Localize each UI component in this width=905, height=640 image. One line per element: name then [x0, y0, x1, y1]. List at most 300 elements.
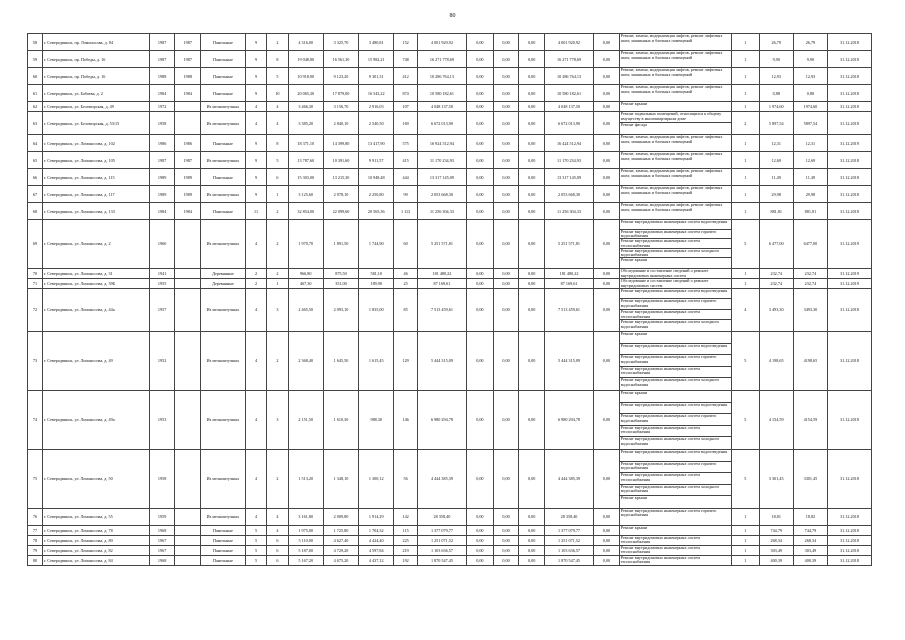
- premises-area-cell: 1 725,80: [323, 525, 358, 535]
- table-row: [28, 331, 872, 390]
- residential-area-cell: 1 835,00: [359, 288, 394, 331]
- work-types-cell: [619, 525, 731, 535]
- regional-funds-cell: 0,00: [493, 51, 519, 68]
- total-cost-cell: 1 870 547,45: [417, 555, 466, 565]
- federal-funds-cell: 0,00: [467, 51, 494, 68]
- regional-funds-cell: 0,00: [493, 288, 519, 331]
- residents-cell: 152: [394, 34, 418, 51]
- work-type-item: Ремонт внутридомовых инженерных систем горячего водоснабжения: [620, 299, 731, 310]
- total-area-cell: 5 187,00: [288, 545, 323, 555]
- entrances-cell: 2: [267, 220, 288, 269]
- residents-cell: 874: [394, 85, 418, 102]
- work-count-cell: 2: [731, 112, 759, 135]
- work-types-cell: [619, 288, 731, 331]
- work-type-item: Ремонт крыши: [620, 102, 648, 106]
- work-count-cell: 1: [731, 555, 759, 565]
- table-row: [28, 102, 872, 112]
- commission-year-cell: 1989: [175, 186, 201, 203]
- total-area-cell: 2 151,50: [288, 390, 323, 449]
- entrances-cell: 6: [267, 555, 288, 565]
- regional-funds-cell: 0,00: [493, 535, 519, 545]
- table-row: [28, 268, 872, 278]
- work-type-item: Ремонт внутридомовых инженерных систем холодного водоснабжения: [620, 320, 720, 330]
- owner-funds-cell: 4 444 385,39: [544, 449, 593, 508]
- federal-funds-cell: 0,00: [467, 85, 494, 102]
- address-cell: г. Северодвинск, ул. Ломоносова, д. 80: [42, 535, 149, 545]
- regional-funds-cell: 0,00: [493, 555, 519, 565]
- work-count-cell: 1: [731, 51, 759, 68]
- premises-area-cell: 2 840,10: [323, 112, 358, 135]
- address-cell: г. Северодвинск, ул. Бабаева, д. 2: [42, 85, 149, 102]
- federal-funds-cell: 0,00: [467, 449, 494, 508]
- work-type-item: Ремонт, замена, модернизация лифтов, ремонт лифтовых шахт, машинных и блочных помещений: [620, 51, 723, 60]
- owner-funds-cell: 11 256 304,33: [544, 203, 593, 220]
- max-unit-cost-cell: 268,34: [793, 535, 827, 545]
- deadline-cell: 31.12.2018: [828, 51, 872, 68]
- commission-year-cell: 1987: [175, 34, 201, 51]
- commission-year-cell: 1987: [175, 152, 201, 169]
- row-number-cell: 80: [28, 555, 43, 565]
- max-unit-cost-cell: 26,79: [793, 34, 827, 51]
- address-cell: г. Северодвинск, ул. Ломоносова, д. 82: [42, 545, 149, 555]
- address-cell: г. Северодвинск, ул. Ломоносова, д. 49а: [42, 390, 149, 449]
- table-row: [28, 390, 872, 449]
- wall-material-cell: Панельные: [201, 555, 246, 565]
- work-types-cell: [619, 545, 731, 555]
- residents-cell: 99: [394, 186, 418, 203]
- row-number-cell: 78: [28, 535, 43, 545]
- deadline-cell: 31.12.2019: [828, 268, 872, 278]
- unit-cost-cell: 6 477,00: [759, 220, 793, 269]
- residents-cell: 1 113: [394, 203, 418, 220]
- table-row: [28, 112, 872, 135]
- entrances-cell: 3: [267, 390, 288, 449]
- regional-funds-cell: 0,00: [493, 268, 519, 278]
- residential-area-cell: 1 914,29: [359, 508, 394, 525]
- federal-funds-cell: 0,00: [467, 390, 494, 449]
- total-area-cell: 15 303,00: [288, 169, 323, 186]
- work-type-item: Ремонт, замена, модернизация лифтов, ремонт лифтовых шахт, машинных и блочных помещений: [620, 68, 723, 77]
- work-count-cell: 1: [731, 535, 759, 545]
- unit-cost-cell: 5 897,54: [759, 112, 793, 135]
- work-type-item: Ремонт внутридомовых инженерных систем водоотведения: [620, 450, 731, 462]
- owner-funds-cell: 1 103 636,57: [544, 545, 593, 555]
- row-number-cell: 58: [28, 34, 43, 51]
- total-cost-cell: 11 256 304,33: [417, 203, 466, 220]
- other-funds-cell: 0,00: [594, 112, 620, 135]
- other-funds-cell: 0,00: [594, 449, 620, 508]
- work-count-cell: 5: [731, 220, 759, 269]
- owner-funds-cell: 1 251 071,52: [544, 535, 593, 545]
- federal-funds-cell: 0,00: [467, 525, 494, 535]
- other-funds-cell: 0,00: [594, 135, 620, 152]
- address-cell: г. Северодвинск, ул. Ломоносова, д. 39Б: [42, 278, 149, 288]
- floors-cell: 4: [245, 220, 266, 269]
- other-funds-cell: 0,00: [594, 186, 620, 203]
- work-count-cell: 1: [731, 508, 759, 525]
- build-year-cell: 1972: [149, 102, 175, 112]
- unit-cost-cell: 9,90: [759, 51, 793, 68]
- residents-cell: 412: [394, 68, 418, 85]
- commission-year-cell: [175, 525, 201, 535]
- commission-year-cell: 1989: [175, 169, 201, 186]
- municipal-funds-cell: 0,00: [519, 85, 545, 102]
- table-body: [28, 34, 872, 566]
- residential-area-cell: 10 948,48: [359, 169, 394, 186]
- premises-area-cell: 17 879,00: [323, 85, 358, 102]
- unit-cost-cell: 268,34: [759, 535, 793, 545]
- row-number-cell: 63: [28, 112, 43, 135]
- work-type-item: Ремонт внутридомовых инженерных систем водоотведения: [620, 344, 731, 356]
- total-cost-cell: 10 580 182,61: [417, 85, 466, 102]
- total-cost-cell: 16 924 512,94: [417, 135, 466, 152]
- other-funds-cell: 0,00: [594, 268, 620, 278]
- total-cost-cell: 181 480,22: [417, 268, 466, 278]
- owner-funds-cell: 181 480,22: [544, 268, 593, 278]
- max-unit-cost-cell: 12,93: [793, 68, 827, 85]
- other-funds-cell: 0,00: [594, 220, 620, 269]
- municipal-funds-cell: 0,00: [519, 186, 545, 203]
- work-count-cell: 1: [731, 278, 759, 288]
- table-row: [28, 555, 872, 565]
- wall-material-cell: Деревянные: [201, 268, 246, 278]
- commission-year-cell: [175, 112, 201, 135]
- wall-material-cell: Из мелкоштучных: [201, 508, 246, 525]
- work-type-item: Ремонт внутридомовых инженерных систем водоотведения: [620, 403, 731, 415]
- wall-material-cell: Из мелкоштучных: [201, 112, 246, 135]
- total-area-cell: 3 385,20: [288, 112, 323, 135]
- residential-area-cell: 20 565,36: [359, 203, 394, 220]
- wall-material-cell: Панельные: [201, 135, 246, 152]
- owner-funds-cell: 16 424 512,94: [544, 135, 593, 152]
- regional-funds-cell: 0,00: [493, 186, 519, 203]
- total-area-cell: 5 110,00: [288, 535, 323, 545]
- unit-cost-cell: 18,81: [759, 508, 793, 525]
- residents-cell: 60: [394, 220, 418, 269]
- work-types-cell: [619, 508, 731, 525]
- build-year-cell: 1968: [149, 555, 175, 565]
- regional-funds-cell: 0,00: [493, 203, 519, 220]
- floors-cell: 4: [245, 331, 266, 390]
- owner-funds-cell: 16 271 778,69: [544, 51, 593, 68]
- entrances-cell: 1: [267, 278, 288, 288]
- table-row: [28, 51, 872, 68]
- work-type-item: Обследование и составление сведений о ремонте внутридомовых систем: [620, 278, 709, 288]
- commission-year-cell: [175, 102, 201, 112]
- deadline-cell: 31.12.2018: [828, 169, 872, 186]
- total-cost-cell: 1 251 071,52: [417, 535, 466, 545]
- table-row: [28, 220, 872, 269]
- address-cell: г. Северодвинск, ул. Ломоносова, д. 55: [42, 508, 149, 525]
- deadline-cell: 31.12.2018: [828, 535, 872, 545]
- max-unit-cost-cell: 12,69: [793, 152, 827, 169]
- regional-funds-cell: 0,00: [493, 152, 519, 169]
- federal-funds-cell: 0,00: [467, 278, 494, 288]
- deadline-cell: 31.12.2018: [828, 555, 872, 565]
- residents-cell: 46: [394, 268, 418, 278]
- table-row: [28, 508, 872, 525]
- work-type-item: Ремонт, замена, модернизация лифтов, ремонт лифтовых шахт, машинных и блочных помещений: [620, 203, 723, 212]
- total-cost-cell: 87 169,61: [417, 278, 466, 288]
- address-cell: г. Северодвинск, пр. Победы, д. 16: [42, 68, 149, 85]
- total-cost-cell: 5 251 571,81: [417, 220, 466, 269]
- federal-funds-cell: 0,00: [467, 535, 494, 545]
- address-cell: г. Северодвинск, ул. Ломоносова, д. 102: [42, 135, 149, 152]
- entrances-cell: 2: [267, 331, 288, 390]
- unit-cost-cell: 303,49: [759, 545, 793, 555]
- row-number-cell: 75: [28, 449, 43, 508]
- work-types-cell: [619, 152, 731, 169]
- floors-cell: 5: [245, 535, 266, 545]
- federal-funds-cell: 0,00: [467, 508, 494, 525]
- deadline-cell: 31.12.2018: [828, 508, 872, 525]
- residential-area-cell: 13 417,90: [359, 135, 394, 152]
- max-unit-cost-cell: 5897,54: [793, 112, 827, 135]
- row-number-cell: 70: [28, 268, 43, 278]
- work-count-cell: 1: [731, 268, 759, 278]
- unit-cost-cell: 12,93: [759, 68, 793, 85]
- build-year-cell: 1967: [149, 535, 175, 545]
- entrances-cell: 5: [267, 152, 288, 169]
- row-number-cell: 59: [28, 51, 43, 68]
- deadline-cell: 31.12.2018: [828, 68, 872, 85]
- commission-year-cell: [175, 278, 201, 288]
- residential-area-cell: 9 301,31: [359, 68, 394, 85]
- total-cost-cell: 6 980 294,78: [417, 390, 466, 449]
- unit-cost-cell: 3 301,45: [759, 449, 793, 508]
- municipal-funds-cell: 0,00: [519, 135, 545, 152]
- unit-cost-cell: 400,39: [759, 555, 793, 565]
- deadline-cell: 31.12.2018: [828, 331, 872, 390]
- work-type-item: Ремонт крыши: [620, 391, 731, 403]
- total-area-cell: 5 167,20: [288, 555, 323, 565]
- row-number-cell: 60: [28, 68, 43, 85]
- work-type-item: Ремонт подвальных помещений, относящихся к общему имуществу в многоквартирном доме: [620, 112, 731, 123]
- regional-funds-cell: 0,00: [493, 331, 519, 390]
- federal-funds-cell: 0,00: [467, 112, 494, 135]
- wall-material-cell: Из мелкоштучных: [201, 152, 246, 169]
- total-area-cell: 2 465,50: [288, 288, 323, 331]
- work-type-item: Ремонт крыши: [620, 525, 648, 530]
- other-funds-cell: 0,00: [594, 331, 620, 390]
- floors-cell: 5: [245, 555, 266, 565]
- work-type-item: Ремонт, замена, модернизация лифтов, ремонт лифтовых шахт, машинных и блочных помещений: [620, 152, 723, 161]
- work-type-item: Ремонт внутридомовых инженерных систем горячего водоснабжения: [620, 230, 731, 240]
- other-funds-cell: 0,00: [594, 525, 620, 535]
- page-number: 80: [449, 13, 456, 19]
- other-funds-cell: 0,00: [594, 68, 620, 85]
- total-area-cell: 3 125,60: [288, 186, 323, 203]
- wall-material-cell: Из мелкоштучных: [201, 331, 246, 390]
- unit-cost-cell: 232,74: [759, 278, 793, 288]
- municipal-funds-cell: 0,00: [519, 331, 545, 390]
- work-type-item: Ремонт внутридомовых инженерных систем холодного водоснабжения: [620, 249, 731, 259]
- work-type-item: Ремонт внутридомовых инженерных систем теплоснабжения: [620, 239, 731, 249]
- municipal-funds-cell: 0,00: [519, 535, 545, 545]
- entrances-cell: 8: [267, 51, 288, 68]
- wall-material-cell: Панельные: [201, 34, 246, 51]
- wall-material-cell: Панельные: [201, 525, 246, 535]
- address-cell: г. Северодвинск, ул. Ломоносова, д. 105: [42, 152, 149, 169]
- federal-funds-cell: 0,00: [467, 102, 494, 112]
- total-cost-cell: 10 286 764,13: [417, 68, 466, 85]
- total-cost-cell: 6 672 013,90: [417, 112, 466, 135]
- municipal-funds-cell: 0,00: [519, 555, 545, 565]
- row-number-cell: 69: [28, 220, 43, 269]
- municipal-funds-cell: 0,00: [519, 288, 545, 331]
- municipal-funds-cell: 0,00: [519, 112, 545, 135]
- owner-funds-cell: 6 980 294,78: [544, 390, 593, 449]
- premises-area-cell: 4 627,40: [323, 535, 358, 545]
- table-row: [28, 85, 872, 102]
- address-cell: г. Северодвинск, ул. Ломоносова, д. 2: [42, 220, 149, 269]
- max-unit-cost-cell: 232,74: [793, 278, 827, 288]
- regional-funds-cell: 0,00: [493, 220, 519, 269]
- work-type-item: Ремонт фасада: [620, 123, 648, 127]
- floors-cell: 4: [245, 508, 266, 525]
- unit-cost-cell: 11,49: [759, 169, 793, 186]
- row-number-cell: 65: [28, 152, 43, 169]
- table-row: [28, 169, 872, 186]
- wall-material-cell: Из мелкоштучных: [201, 288, 246, 331]
- address-cell: г. Северодвинск, ул. Беломорская, д. 49: [42, 102, 149, 112]
- build-year-cell: 1986: [149, 135, 175, 152]
- other-funds-cell: 0,00: [594, 278, 620, 288]
- unit-cost-cell: 0,88: [759, 85, 793, 102]
- owner-funds-cell: 1 377 079,77: [544, 525, 593, 535]
- work-types-cell: [619, 268, 731, 278]
- build-year-cell: 1968: [149, 525, 175, 535]
- max-unit-cost-cell: 12,31: [793, 135, 827, 152]
- commission-year-cell: [175, 449, 201, 508]
- work-types-cell: [619, 68, 731, 85]
- total-area-cell: 2 368,40: [288, 331, 323, 390]
- residents-cell: 192: [394, 555, 418, 565]
- total-area-cell: 3 161,80: [288, 508, 323, 525]
- build-year-cell: 1958: [149, 112, 175, 135]
- deadline-cell: 31.12.2018: [828, 449, 872, 508]
- municipal-funds-cell: 0,00: [519, 220, 545, 269]
- other-funds-cell: 0,00: [594, 535, 620, 545]
- work-type-item: Ремонт внутридомовых инженерных систем холодного водоснабжения: [620, 485, 731, 497]
- total-area-cell: 966,80: [288, 268, 323, 278]
- premises-area-cell: 13 215,30: [323, 169, 358, 186]
- deadline-cell: 31.12.2018: [828, 102, 872, 112]
- build-year-cell: 1959: [149, 508, 175, 525]
- premises-area-cell: 2 978,10: [323, 186, 358, 203]
- deadline-cell: 31.12.2018: [828, 186, 872, 203]
- work-types-cell: [619, 102, 731, 112]
- residential-area-cell: 1 300,12: [359, 449, 394, 508]
- residential-area-cell: 189,90: [359, 278, 394, 288]
- residents-cell: 225: [394, 535, 418, 545]
- build-year-cell: 1955: [149, 278, 175, 288]
- premises-area-cell: 2 009,80: [323, 508, 358, 525]
- residential-area-cell: 2 540,50: [359, 112, 394, 135]
- federal-funds-cell: 0,00: [467, 34, 494, 51]
- address-cell: г. Северодвинск, ул. Ломоносова, д. 44а: [42, 288, 149, 331]
- municipal-funds-cell: 0,00: [519, 68, 545, 85]
- deadline-cell: 31.12.2018: [828, 34, 872, 51]
- owner-funds-cell: 28 358,40: [544, 508, 593, 525]
- table-row: [28, 186, 872, 203]
- municipal-funds-cell: 0,00: [519, 268, 545, 278]
- table-row: [28, 68, 872, 85]
- federal-funds-cell: 0,00: [467, 220, 494, 269]
- other-funds-cell: 0,00: [594, 34, 620, 51]
- floors-cell: 9: [245, 169, 266, 186]
- total-area-cell: 4 316,00: [288, 34, 323, 51]
- residential-area-cell: 988,30: [359, 390, 394, 449]
- owner-funds-cell: 5 444 315,09: [544, 331, 593, 390]
- floors-cell: 9: [245, 85, 266, 102]
- residents-cell: 575: [394, 135, 418, 152]
- premises-area-cell: 875,50: [323, 268, 358, 278]
- entrances-cell: 4: [267, 508, 288, 525]
- max-unit-cost-cell: 11,49: [793, 169, 827, 186]
- total-area-cell: 18 371,10: [288, 135, 323, 152]
- work-count-cell: 1: [731, 34, 759, 51]
- work-type-item: Ремонт, замена, модернизация лифтов, ремонт лифтовых шахт, машинных и блочных помещений: [620, 186, 723, 195]
- federal-funds-cell: 0,00: [467, 555, 494, 565]
- build-year-cell: 1960: [149, 220, 175, 269]
- unit-cost-cell: 881,81: [759, 203, 793, 220]
- residents-cell: 142: [394, 508, 418, 525]
- municipal-funds-cell: 0,00: [519, 525, 545, 535]
- repair-register-table: [27, 33, 872, 566]
- wall-material-cell: Из мелкоштучных: [201, 220, 246, 269]
- deadline-cell: 31.12.2018: [828, 390, 872, 449]
- residential-area-cell: 581,10: [359, 268, 394, 278]
- work-count-cell: 1: [731, 85, 759, 102]
- municipal-funds-cell: 0,00: [519, 545, 545, 555]
- federal-funds-cell: 0,00: [467, 288, 494, 331]
- regional-funds-cell: 0,00: [493, 112, 519, 135]
- wall-material-cell: Панельные: [201, 68, 246, 85]
- work-count-cell: 5: [731, 449, 759, 508]
- work-types-cell: [619, 278, 731, 288]
- total-cost-cell: 13 317 145,09: [417, 169, 466, 186]
- owner-funds-cell: 87 169,61: [544, 278, 593, 288]
- federal-funds-cell: 0,00: [467, 68, 494, 85]
- work-types-cell: [619, 169, 731, 186]
- entrances-cell: 3: [267, 288, 288, 331]
- work-count-cell: 1: [731, 68, 759, 85]
- work-count-cell: 1: [731, 169, 759, 186]
- total-cost-cell: 1 377 079,77: [417, 525, 466, 535]
- address-cell: г. Северодвинск, ул. Ломоносова, д. 78: [42, 525, 149, 535]
- max-unit-cost-cell: 3493,30: [793, 288, 827, 331]
- work-type-item: Ремонт, замена, модернизация лифтов, ремонт лифтовых шахт, машинных и блочных помещений: [620, 169, 723, 178]
- work-types-cell: [619, 331, 731, 390]
- other-funds-cell: 0,00: [594, 152, 620, 169]
- total-area-cell: 20 065,30: [288, 85, 323, 102]
- work-types-cell: [619, 535, 731, 545]
- federal-funds-cell: 0,00: [467, 545, 494, 555]
- total-area-cell: 1 975,00: [288, 525, 323, 535]
- premises-area-cell: 16 561,30: [323, 51, 358, 68]
- max-unit-cost-cell: 9,90: [793, 51, 827, 68]
- entrances-cell: 4: [267, 102, 288, 112]
- deadline-cell: 31.12.2018: [828, 525, 872, 535]
- residential-area-cell: 4 437,12: [359, 555, 394, 565]
- owner-funds-cell: 13 317 145,09: [544, 169, 593, 186]
- table-row: [28, 288, 872, 331]
- commission-year-cell: [175, 390, 201, 449]
- row-number-cell: 66: [28, 169, 43, 186]
- premises-area-cell: 9 123,20: [323, 68, 358, 85]
- deadline-cell: 31.12.2018: [828, 152, 872, 169]
